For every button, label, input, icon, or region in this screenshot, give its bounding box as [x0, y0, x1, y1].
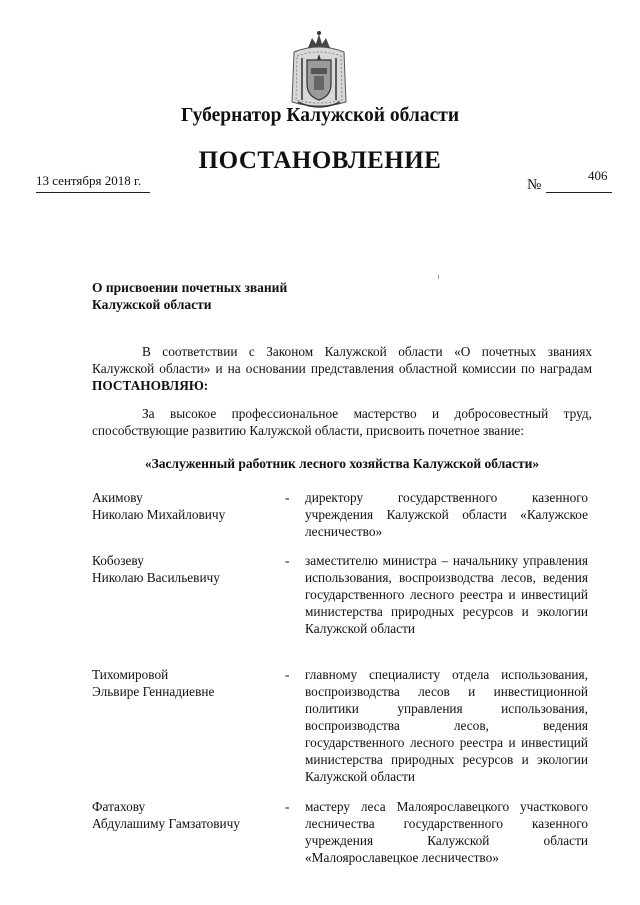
list-dash: -	[285, 490, 290, 505]
awardee-position: директору государственного казенного учреждения Калужской области «Калужское лесничество»	[305, 490, 588, 539]
decree-keyword: ПОСТАНОВЛЯЮ:	[92, 378, 209, 393]
awardee-surname: Кобозеву	[92, 553, 144, 568]
list-dash: -	[285, 553, 290, 568]
awardee-given-name: Абдулашиму Гамзатовичу	[92, 816, 240, 831]
awardee-name-block	[92, 666, 214, 700]
awardee-position: мастеру леса Малоярославецкого участкового лесничества государственного казенного учреждения Калужской области «Малоярославецкое лесничество»	[305, 799, 588, 865]
awardee-given-name: Николаю Михайловичу	[92, 507, 226, 522]
awardee-name-block	[92, 798, 240, 832]
page-mark	[438, 275, 439, 279]
subject-line-2: Калужской области	[92, 297, 212, 312]
awardee-position: главному специалисту отдела использования, воспроизводства лесов и инвестиционной политики управления использования, воспроизводства лесов, ведения государственного лесного реестра и инвестиций министерства природных ресурсов и экологии Калужской области	[305, 667, 588, 784]
document-date: 13 сентября 2018 г.	[36, 173, 142, 188]
awardee-surname: Фатахову	[92, 799, 146, 814]
awardee-given-name: Эльвире Геннадиевне	[92, 684, 215, 699]
document-number: 406	[588, 168, 608, 183]
subject-line-1: О присвоении почетных званий	[92, 280, 288, 295]
awardee-surname: Тихомировой	[92, 667, 169, 682]
list-dash: -	[285, 667, 290, 682]
number-underline	[546, 192, 612, 193]
number-sign: №	[527, 177, 542, 193]
awardee-given-name: Николаю Васильевичу	[92, 570, 220, 585]
awardee-surname: Акимову	[92, 490, 143, 505]
list-dash: -	[285, 799, 290, 814]
coat-of-arms-emblem	[288, 30, 350, 110]
award-paragraph: За высокое профессиональное мастерство и добросовестный труд, способствующие развитию Калужской области, присвоить почетное звание:	[92, 406, 592, 438]
issuing-authority: Губернатор Калужской области	[180, 105, 460, 126]
awardee-name-block	[92, 489, 225, 523]
awardee-name-block	[92, 552, 220, 586]
preamble-paragraph	[92, 343, 592, 394]
document-type-title: ПОСТАНОВЛЕНИЕ	[198, 147, 442, 174]
date-underline	[36, 192, 150, 193]
honorary-title: «Заслуженный работник лесного хозяйства Калужской области»	[144, 456, 540, 471]
awardee-position: заместителю министра – начальнику управления использования, воспроизводства лесов, ведения государственного лесного реестра и инвестиций министерства природных ресурсов и экологии Калужской области	[305, 553, 588, 636]
preamble-text: В соответствии с Законом Калужской области «О почетных званиях Калужской области» и на основании представления областной комиссии по наградам	[92, 344, 592, 376]
document-subject	[92, 279, 287, 313]
